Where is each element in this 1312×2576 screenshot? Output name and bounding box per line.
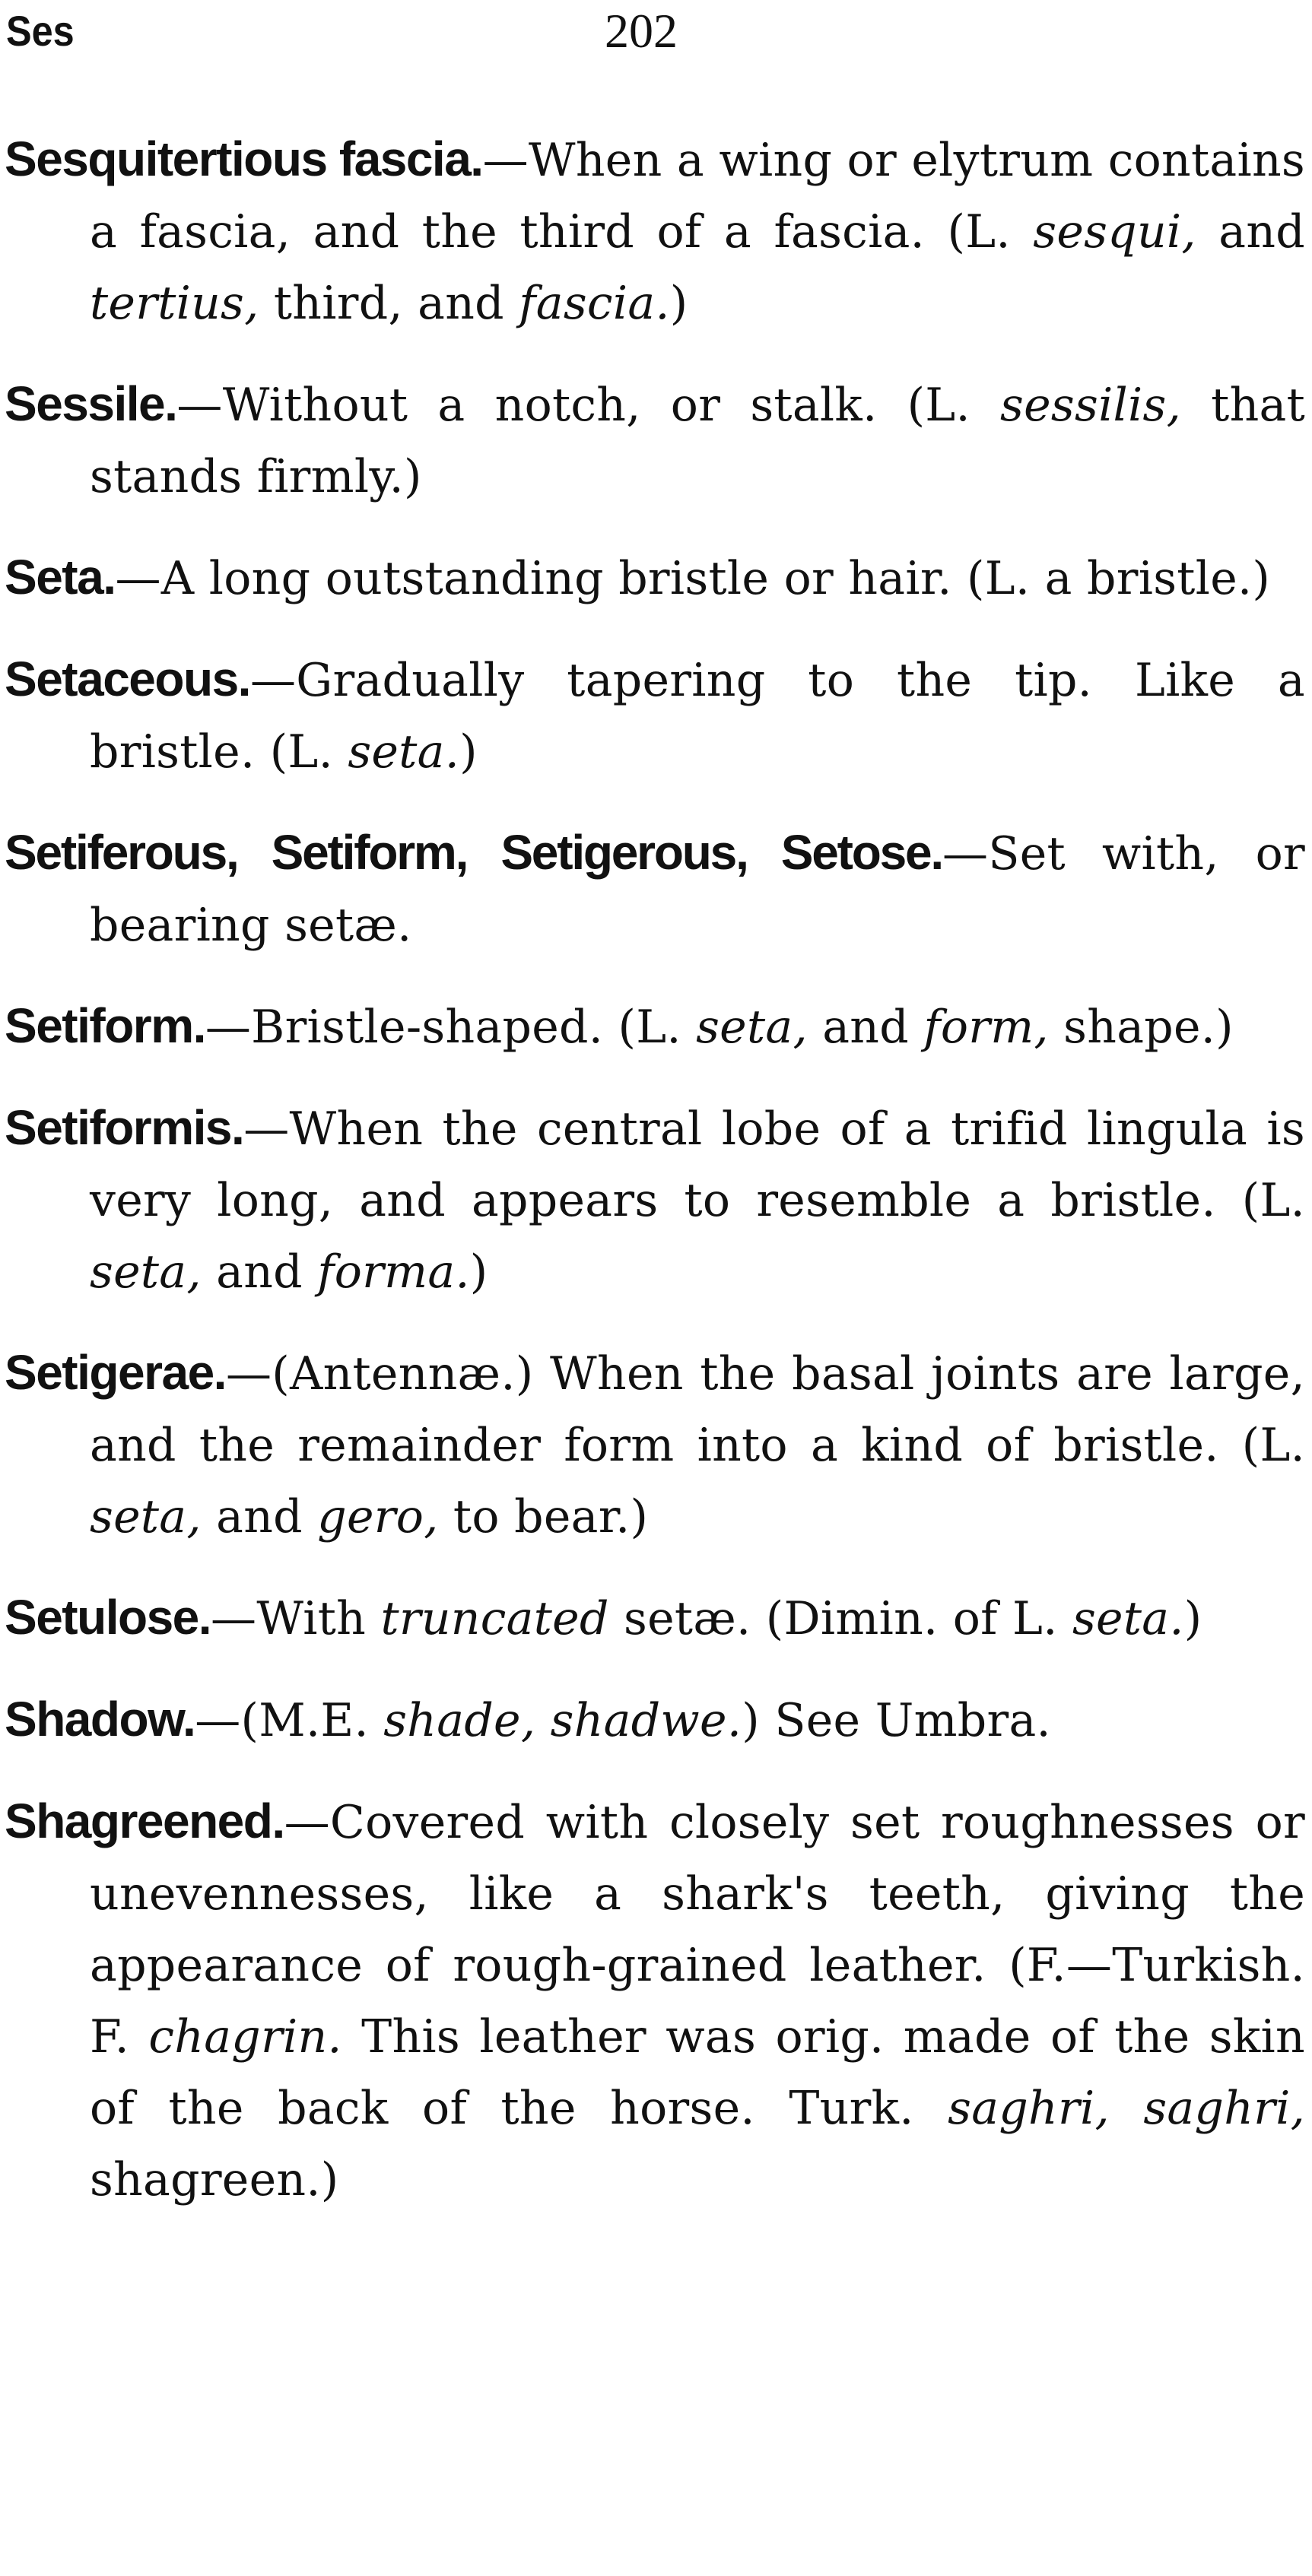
entry-text: and <box>807 1001 924 1054</box>
entry-text: that stands firmly.) <box>90 379 1305 503</box>
entry-text: ) <box>459 725 478 779</box>
entry-setulose <box>5 1581 1305 1654</box>
entry-seta <box>5 541 1305 614</box>
entry-text: and <box>1196 205 1305 259</box>
entry-italic-term: forma. <box>317 1245 470 1299</box>
entry-headword: Setiform. <box>5 998 205 1053</box>
entry-text: —A long outstanding bristle or hair. (L. a bristle.) <box>115 552 1271 605</box>
entry-italic-term: chagrin. <box>148 2010 342 2064</box>
entry-italic-term: saghri, saghri, <box>948 2082 1306 2135</box>
entry-text: —(M.E. <box>195 1694 384 1747</box>
entry-sessile <box>5 368 1305 512</box>
entry-italic-term: truncated <box>380 1592 609 1645</box>
entry-text: ) <box>1183 1592 1202 1645</box>
entry-text: —Gradually tapering to the tip. Like a bristle. (L. <box>90 654 1305 779</box>
entry-italic-term: seta. <box>1072 1592 1184 1645</box>
entry-list <box>5 123 1305 2244</box>
entry-text: —(Antennæ.) When the basal joints are large, and the remainder form into a kind of bristle. (L. <box>90 1347 1305 1472</box>
entry-setiferous <box>5 817 1305 961</box>
entry-text: —Without a notch, or stalk. (L. <box>176 379 1000 432</box>
entry-italic-term: seta, <box>696 1001 808 1054</box>
entry-italic-term: fascia. <box>519 277 670 330</box>
entry-text: shagreen.) <box>90 2153 339 2206</box>
entry-italic-term: sesqui, <box>1033 205 1196 259</box>
entry-text: ) <box>669 277 688 330</box>
entry-italic-term: form, <box>923 1001 1049 1054</box>
entry-italic-term: seta, <box>90 1490 202 1543</box>
entry-headword: Setiformis. <box>5 1100 244 1155</box>
entry-text: and <box>201 1490 318 1543</box>
entry-shadow <box>5 1683 1305 1756</box>
entry-headword: Setulose. <box>5 1590 211 1645</box>
entry-headword: Sessile. <box>5 376 177 431</box>
entry-setiformis <box>5 1092 1305 1308</box>
entry-text: —When a wing or elytrum contains a fascia, and the third of a fascia. (L. <box>90 134 1306 259</box>
entry-headword: Setigerae. <box>5 1345 226 1400</box>
entry-text: to bear.) <box>438 1490 649 1543</box>
page-number: 202 <box>605 4 678 58</box>
entry-headword: Shagreened. <box>5 1794 284 1848</box>
entry-italic-term: shade, shadwe. <box>383 1694 742 1747</box>
entry-italic-term: tertius, <box>90 277 259 330</box>
entry-headword: Shadow. <box>5 1692 195 1746</box>
entry-italic-term: seta. <box>348 725 460 779</box>
entry-italic-term: seta, <box>90 1245 202 1299</box>
entry-text: and <box>201 1245 318 1299</box>
entry-shagreened <box>5 1785 1305 2216</box>
entry-italic-term: gero, <box>317 1490 439 1543</box>
entry-text: —Bristle-shaped. (L. <box>205 1001 697 1054</box>
entry-text: ) <box>469 1245 488 1299</box>
entry-text: setæ. (Dimin. of L. <box>608 1592 1072 1645</box>
entry-headword: Seta. <box>5 550 116 604</box>
entry-text: ) See Umbra. <box>742 1694 1051 1747</box>
entry-text: —Covered with closely set roughnesses or unevennesses, like a shark's teeth, giving the appearance of rough-grained leather. (F.—Turkish. F. <box>90 1796 1305 2064</box>
entry-text: —With <box>211 1592 381 1645</box>
entry-text: This leather was orig. made of the skin of the back of the horse. Turk. <box>90 2010 1305 2135</box>
entry-italic-term: sessilis, <box>999 379 1181 432</box>
entry-text: third, and <box>259 277 519 330</box>
entry-setiform <box>5 990 1305 1063</box>
entry-sesquitertious-fascia <box>5 123 1305 339</box>
entry-text: shape.) <box>1048 1001 1234 1054</box>
entry-setigerae <box>5 1337 1305 1553</box>
entry-headword: Setaceous. <box>5 652 250 706</box>
entry-headword: Setiferous, Setiform, Setigerous, Setose. <box>5 825 943 880</box>
entry-text: —Set with, or bearing setæ. <box>90 827 1305 952</box>
running-head <box>0 0 1312 68</box>
entry-text: —When the central lobe of a trifid lingula is very long, and appears to resemble a bristle. (L. <box>90 1102 1305 1227</box>
entry-setaceous <box>5 643 1305 788</box>
entry-headword: Sesquitertious fascia. <box>5 132 483 186</box>
guide-word: Ses <box>6 7 75 55</box>
